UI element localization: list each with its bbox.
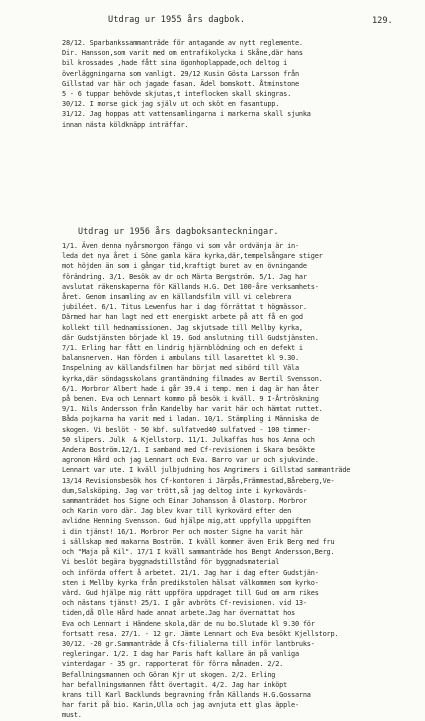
text-line: Därmed har han lagt ned ett energiskt arbete på att få en god: [62, 313, 303, 322]
text-line: 13/14 Revisionsbesök hos Cf-kontoren i Järpås,Främmestad,Båreberg,Ve-: [62, 476, 335, 485]
text-line: kollekt till hednamissionen. Jag skjutsade till Mellby kyrka,: [62, 323, 303, 332]
text-line: krans till Karl Backlunds begravning från Källands H.G.Gossarna: [62, 690, 311, 699]
text-line: Dir. Hansson,som varit med om entrafikolycka i Skåne,där hans: [62, 49, 303, 58]
text-line: och Karin voro där. Jag blev kvar till kyrkovärd efter den: [62, 507, 292, 516]
text-line: bil krossades ,hade fått sina ögonhoplappade,och deltog i: [62, 59, 288, 68]
text-line: jubiléet. 6/1. Titus Lewenfus har i dag förrättat t högmässor.: [62, 303, 307, 312]
text-line: agronom Hård och jag Lennart och Eva. Barro var ur och sjukvinde.: [62, 456, 319, 465]
text-line: skogen. Vi beslöt - 50 kbf. sulfatved40 sulfatved - 100 timmer-: [62, 425, 311, 434]
text-line: avlidne Henning Svensson. Gud hjälpe mig,att uppfylla uppgiften: [62, 517, 311, 526]
section-1956-entries: [62, 241, 407, 721]
text-line: vinterdagar - 35 gr. rapporterat för förra månaden. 2/2.: [62, 660, 284, 669]
text-line: 7/1. Erling har fått en lindrig hjärnblödning och en defekt i: [62, 344, 303, 353]
text-line: balansnerven. Han förden i ambulans till lasarettet kl 9.30.: [62, 354, 299, 363]
text-line: tiden,då Olle Hård hade annat arbete.Jag har övernattat hos: [62, 609, 295, 618]
text-line: regleringar. 1/2. I dag har Paris haft kallare än på vanliga: [62, 650, 299, 659]
text-line: 1/1. Även denna nyårsmorgon fängo vi som vår ordvänja är in-: [62, 242, 299, 250]
text-line: avslutat räkenskaperna för Källands H.G. Det 100-åre verksamhets-: [62, 282, 319, 291]
text-line: Gillstad var här och jagade fasan. Ädel bomskott. Åtminstone: [62, 79, 299, 88]
section-1956-title: Utdrag ur 1956 års dagboksanteckningar.: [78, 226, 279, 236]
text-line: 9/1. Nils Andersson från Kandelby har varit här och hämtat ruttet.: [62, 405, 323, 414]
text-line: 30/12. -20 gr.Sammanträde å Cfs-filialerna till inför lantbruks-: [62, 639, 315, 648]
section-1955-entries: [62, 38, 407, 130]
text-line: Befallningsmannen och Göran Kjr ut skogen. 2/2. Erling: [62, 670, 276, 679]
page-number: 129.: [372, 16, 393, 26]
text-line: överläggningarna som vanligt. 29/12 Kusin Gösta Larsson från: [62, 69, 299, 78]
text-line: där Gudstjänsten började kl 19. God anslutning till Gudstjänsten.: [62, 333, 319, 342]
text-line: 31/12. Jag hoppas att vattensamlingarna i markerna skall sjunka: [62, 110, 311, 119]
text-line: året. Genom insamling av en källandsfilm vill vi celebrera: [62, 293, 292, 302]
text-line: sten i Mellby kyrka från predikstolen hälsat välkommen som kyrko-: [62, 578, 319, 587]
text-line: sammanträdet hos Signe och Einar Johansson å Olastorp. Morbror: [62, 497, 307, 506]
text-line: i din tjänst! 16/1. Morbror Per och moster Signe ha varit här: [62, 527, 303, 536]
text-line: Eva och Lennart i Händene skola,där de nu bo.Slutade kl 9.30 för: [62, 619, 315, 628]
text-line: och "Maja på Kil". 17/1 I kväll sammanträde hos Bengt Andersson,Berg.: [62, 548, 335, 557]
text-line: Båda pojkarna ha varit med i ladan. 10/1. Stämpling i Människa de: [62, 415, 319, 424]
text-line: kyrka,där söndagsskolans grantändning filmades av Bertil Svensson.: [62, 374, 323, 383]
text-line: 30/12. I morse gick jag själv ut och sköt en fasantupp.: [62, 100, 280, 109]
text-line: Andera Boström.12/1. I samband med Cf-revisionen i Skara besökte: [62, 446, 315, 455]
text-line: och nästans tjänst! 25/1. I går avbröts Cf-revisionen. vid 13-: [62, 599, 307, 608]
running-title: Utdrag ur 1955 års dagbok.: [108, 15, 246, 25]
text-line: must.: [62, 711, 82, 720]
text-line: 6/1. Morbror Albert hade i går 39.4 i temp. men i dag är han åter: [62, 384, 319, 393]
text-line: 5 - 6 tuppar behövde skjutas,t inteflocken skall skingras.: [62, 90, 292, 99]
text-line: värd. Gud hjälpe mig rätt uppföra uppdraget till Gud om arm rikes: [62, 588, 319, 597]
text-line: Lennart var ute. I kväll julbjudning hos Angrimers i Gillstad sammanträde: [62, 466, 351, 475]
text-line: och införda offert å arbetet. 21/1. Jag har i dag efter Gudstjän-: [62, 568, 319, 577]
text-line: innan nästa köldknäpp inträffar.: [62, 120, 189, 129]
text-line: 28/12. Sparbankssammanträde för antagande av nytt reglemente.: [62, 39, 303, 47]
text-line: Inspelning av källandsfilmen har börjat med sibörd till Väla: [62, 364, 299, 373]
text-line: på benen. Eva och Lennart kommo på besök i kväll. 9 I-Årtröskning: [62, 395, 319, 404]
text-line: dum,Salsköping. Jag var trött,så jag deltog inte i kyrkovärds-: [62, 486, 307, 495]
text-line: leda det nya året i Söne gamla kära kyrka,där,tempelsångare stiger: [62, 252, 323, 261]
text-line: fortsatt resa. 27/1. - 12 gr. Jämte Lennart och Eva besökt Kjellstorp.: [62, 629, 339, 638]
text-line: Vi beslöt begära byggnadstillstånd för byggnadsmaterial: [62, 558, 280, 567]
text-line: 50 slipers. Julk & Kjellstorp. 11/1. Julkaffas hos hos Anna och: [62, 435, 315, 444]
text-line: förändring. 3/1. Besök av dr och Märta Bergström. 5/1. Jag har: [62, 272, 307, 281]
page-header: [0, 15, 425, 29]
text-line: har befallningsmannen fått övertagit. 4/2. Jag har inköpt: [62, 680, 288, 689]
text-line: mot höjden än som i gångar tid,kraftigt buret av en övningande: [62, 262, 307, 271]
text-line: har farit på bio. Karin,Ulla och jag avnjuta ett glas äpple-: [62, 701, 299, 710]
text-line: i sällskap med makarna Boström. I kväll kommer även Erik Berg med fru: [62, 537, 335, 546]
